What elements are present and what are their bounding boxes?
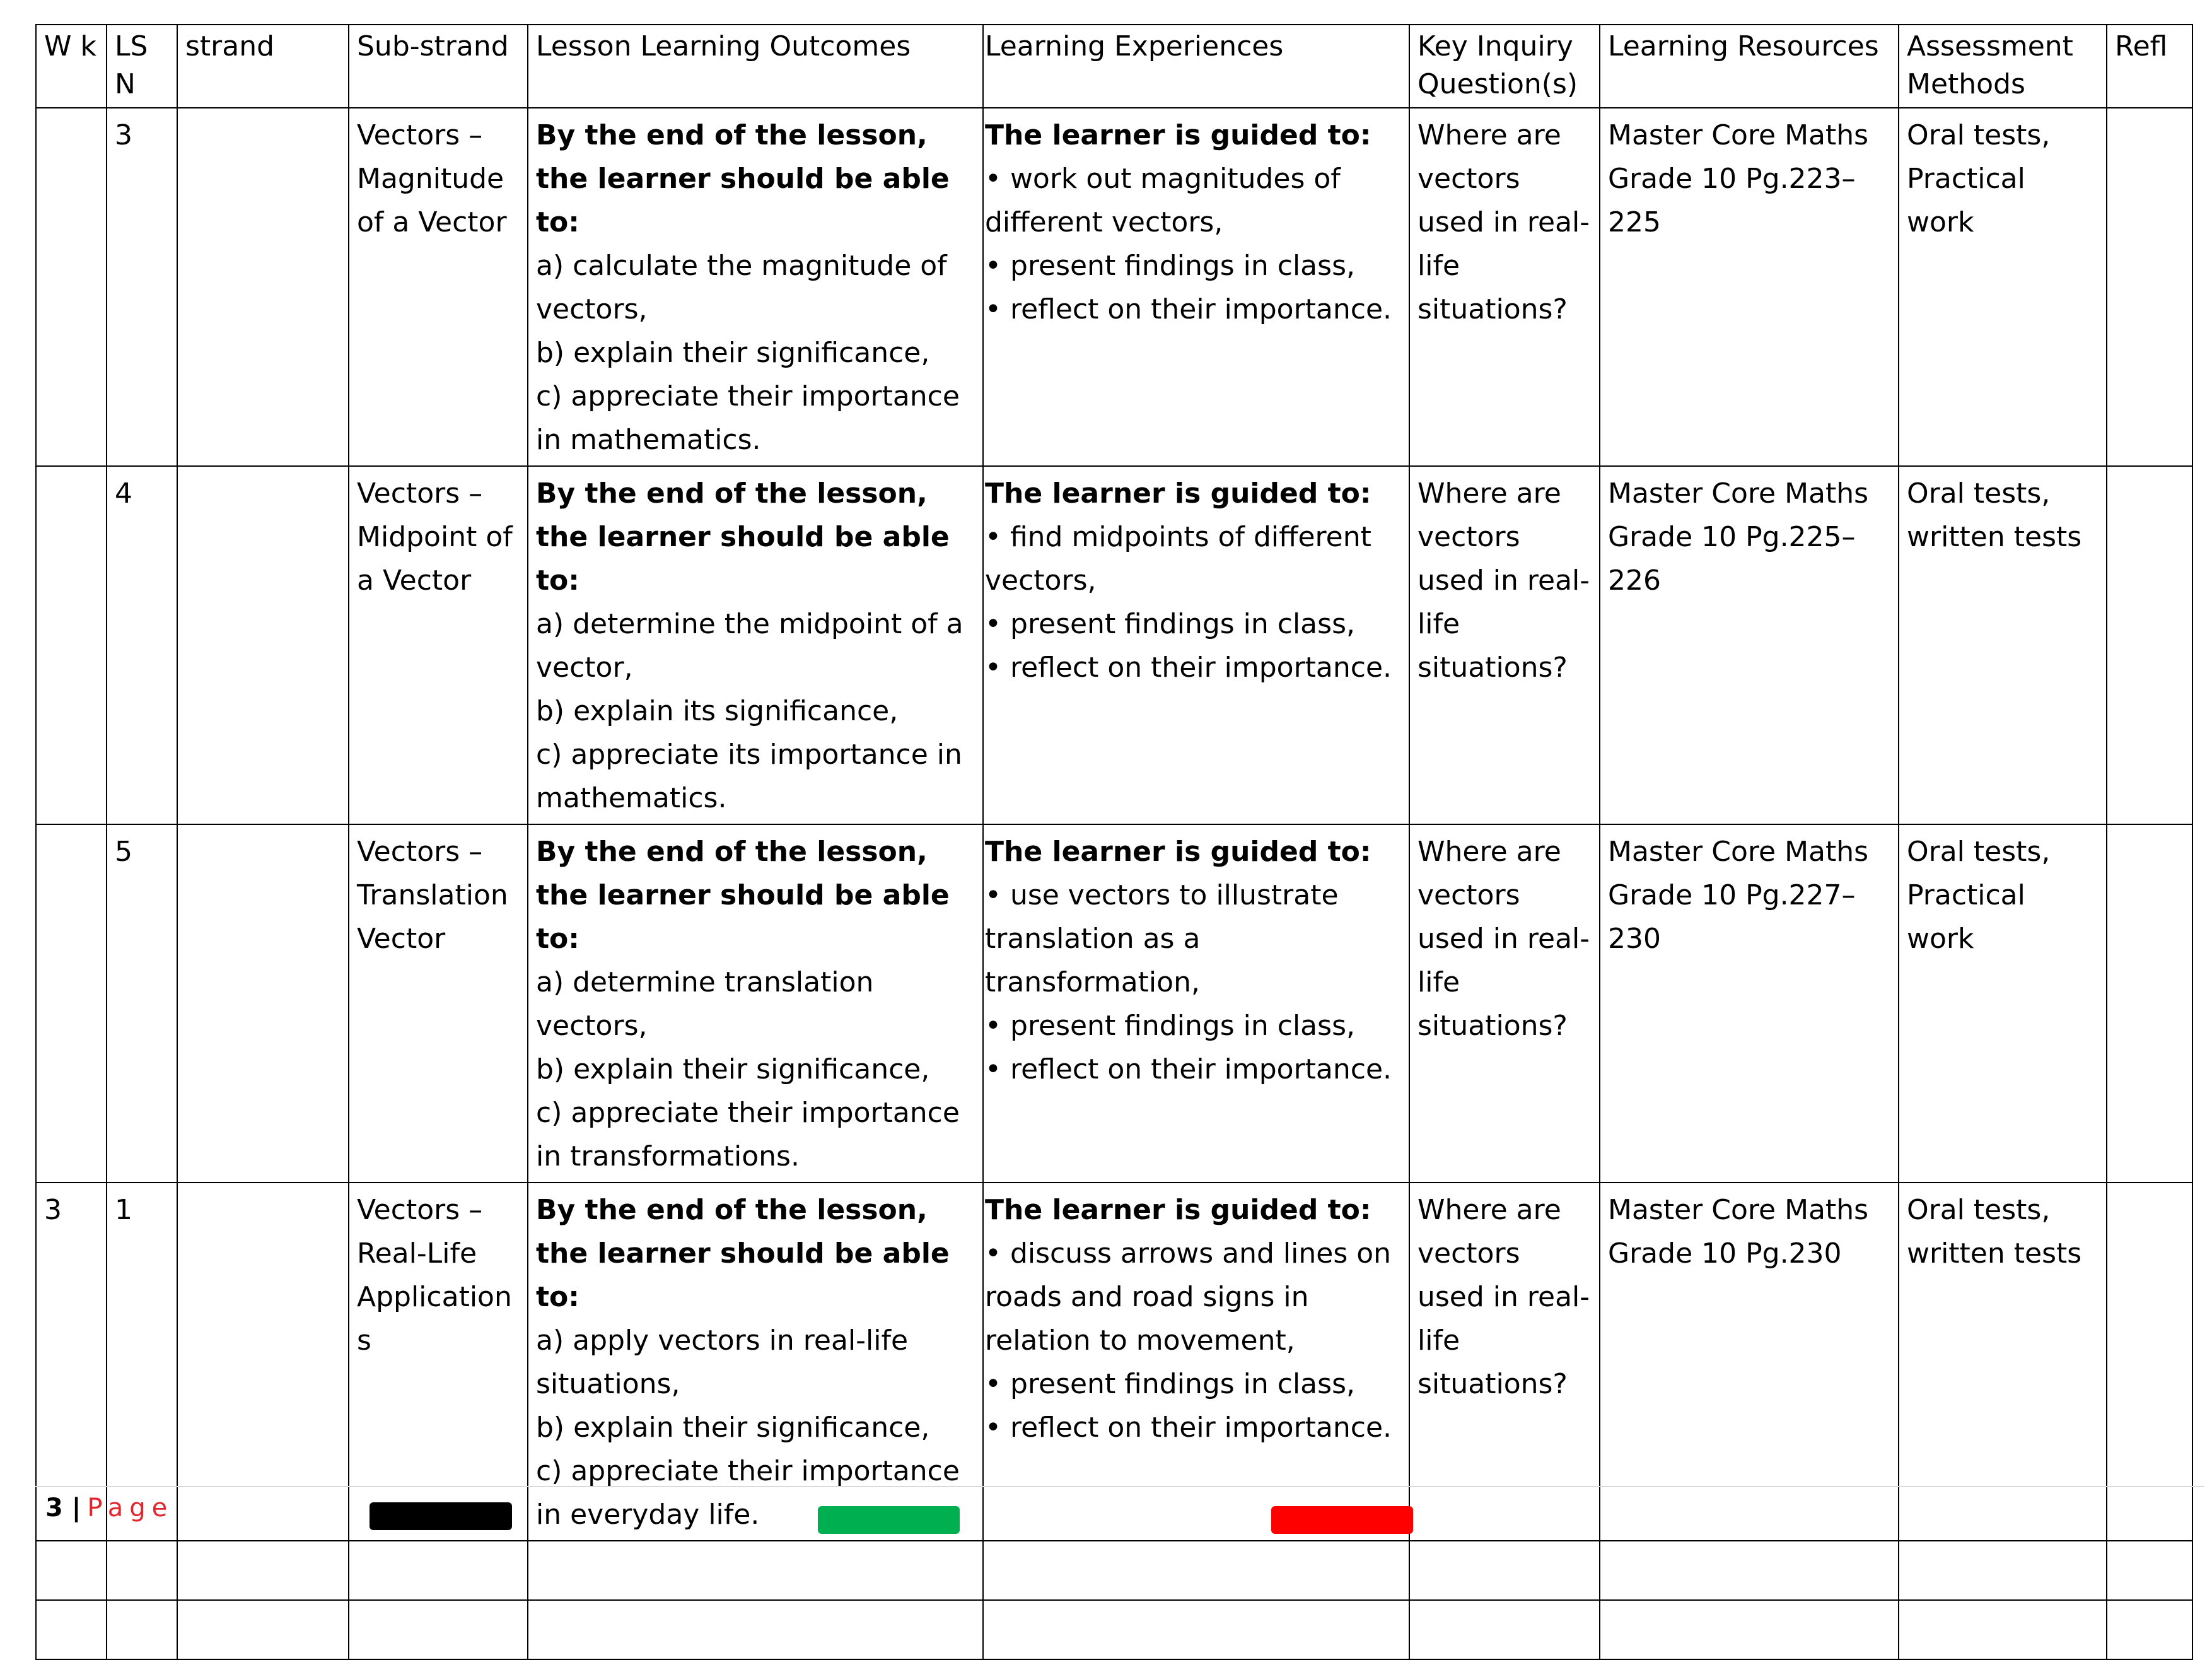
cell-wk [36, 108, 107, 466]
cell-strand [177, 466, 349, 824]
scheme-table [35, 24, 2193, 1660]
cell-resources: Master Core Maths Grade 10 Pg.227–230 [1600, 824, 1899, 1183]
outcome-item: b) explain its significance, [536, 695, 899, 727]
empty-cell [528, 1541, 983, 1600]
outcome-item: c) appreciate their importance in transformations. [536, 1097, 960, 1172]
experience-item: • discuss arrows and lines on roads and road signs in relation to movement, [985, 1237, 1392, 1357]
cell-wk [36, 824, 107, 1183]
cell-strand [177, 824, 349, 1183]
cell-key-inquiry: Where are vectors used in real-life situations? [1409, 108, 1600, 466]
experience-item: • reflect on their importance. [985, 1053, 1392, 1085]
outcomes-lead: By the end of the lesson, the learner should be able to: [536, 1194, 950, 1313]
page-word: Page [87, 1493, 174, 1523]
cell-key-inquiry: Where are vectors used in real-life situations? [1409, 466, 1600, 824]
cell-wk [36, 466, 107, 824]
cell-resources: Master Core Maths Grade 10 Pg.225–226 [1600, 466, 1899, 824]
cell-assessment: Oral tests, Practical work [1899, 108, 2107, 466]
outcome-item: a) determine translation vectors, [536, 966, 874, 1042]
outcome-item: a) determine the midpoint of a vector, [536, 608, 963, 684]
cell-resources: Master Core Maths Grade 10 Pg.223–225 [1600, 108, 1899, 466]
experience-item: • find midpoints of different vectors, [985, 521, 1371, 597]
empty-row [36, 1541, 2192, 1600]
header-assessment: Assessment Methods [1899, 25, 2107, 108]
cell-experiences [983, 466, 1409, 824]
cell-outcomes [528, 824, 983, 1183]
green-bar [818, 1506, 960, 1534]
outcome-item: b) explain their significance, [536, 1053, 930, 1085]
cell-outcomes [528, 108, 983, 466]
outcome-item: a) calculate the magnitude of vectors, [536, 250, 947, 325]
outcomes-lead: By the end of the lesson, the learner should be able to: [536, 119, 950, 238]
outcome-item: c) appreciate its importance in mathematics. [536, 739, 962, 814]
cell-lsn: 1 [107, 1183, 177, 1541]
empty-cell [2107, 1541, 2192, 1600]
header-strand: strand [177, 25, 349, 108]
empty-cell [1409, 1600, 1600, 1659]
cell-assessment: Oral tests, written tests [1899, 466, 2107, 824]
cell-sub-strand: Vectors – Translation Vector [349, 824, 528, 1183]
cell-wk: 3 [36, 1183, 107, 1541]
empty-cell [36, 1600, 107, 1659]
page-separator: | [71, 1493, 81, 1523]
cell-experiences [983, 108, 1409, 466]
empty-cell [36, 1541, 107, 1600]
empty-cell [349, 1541, 528, 1600]
experiences-lead: The learner is guided to: [985, 477, 1371, 510]
empty-cell [528, 1600, 983, 1659]
cell-assessment: Oral tests, Practical work [1899, 824, 2107, 1183]
experiences-lead: The learner is guided to: [985, 836, 1371, 868]
empty-cell [1899, 1600, 2107, 1659]
outcome-item: a) apply vectors in real-life situations, [536, 1324, 909, 1400]
header-lsn: LS N [107, 25, 177, 108]
empty-cell [349, 1600, 528, 1659]
empty-cell [107, 1541, 177, 1600]
cell-outcomes [528, 466, 983, 824]
experiences-lead: The learner is guided to: [985, 1194, 1371, 1226]
cell-experiences [983, 824, 1409, 1183]
header-wk: W k [36, 25, 107, 108]
cell-key-inquiry: Where are vectors used in real-life situations? [1409, 1183, 1600, 1541]
table-row [36, 108, 2192, 466]
cell-lsn: 5 [107, 824, 177, 1183]
table-row [36, 824, 2192, 1183]
experience-item: • present findings in class, [985, 250, 1355, 282]
cell-assessment: Oral tests, written tests [1899, 1183, 2107, 1541]
header-resources: Learning Resources [1600, 25, 1899, 108]
cell-reflection [2107, 824, 2192, 1183]
outcomes-lead: By the end of the lesson, the learner should be able to: [536, 477, 950, 597]
experience-item: • reflect on their importance. [985, 652, 1392, 684]
cell-lsn: 4 [107, 466, 177, 824]
cell-key-inquiry: Where are vectors used in real-life situations? [1409, 824, 1600, 1183]
experience-item: • reflect on their importance. [985, 293, 1392, 325]
cell-strand [177, 108, 349, 466]
outcome-item: c) appreciate their importance in mathematics. [536, 380, 960, 456]
page-number [45, 1493, 173, 1523]
header-row [36, 25, 2192, 108]
cell-lsn: 3 [107, 108, 177, 466]
header-reflection: Refl [2107, 25, 2192, 108]
empty-row [36, 1600, 2192, 1659]
experience-item: • reflect on their importance. [985, 1412, 1392, 1444]
empty-cell [1600, 1600, 1899, 1659]
empty-cell [1409, 1541, 1600, 1600]
header-experiences: Learning Experiences [983, 25, 1409, 108]
header-sub-strand: Sub-strand [349, 25, 528, 108]
empty-cell [1600, 1541, 1899, 1600]
experience-item: • work out magnitudes of different vectors, [985, 163, 1341, 238]
empty-cell [177, 1541, 349, 1600]
footer-rule [35, 1486, 2204, 1487]
empty-cell [107, 1600, 177, 1659]
outcome-item: b) explain their significance, [536, 1412, 930, 1444]
experience-item: • present findings in class, [985, 608, 1355, 640]
cell-reflection [2107, 108, 2192, 466]
outcome-item: b) explain their significance, [536, 337, 930, 369]
empty-cell [983, 1541, 1409, 1600]
cell-sub-strand: Vectors – Midpoint of a Vector [349, 466, 528, 824]
cell-resources: Master Core Maths Grade 10 Pg.230 [1600, 1183, 1899, 1541]
scheme-of-work [35, 24, 2173, 1660]
red-bar [1271, 1506, 1413, 1534]
black-bar [370, 1502, 512, 1530]
cell-sub-strand: Vectors – Magnitude of a Vector [349, 108, 528, 466]
cell-sub-strand: Vectors – Real-Life Applications [349, 1183, 528, 1541]
header-key-inquiry: Key Inquiry Question(s) [1409, 25, 1600, 108]
cell-reflection [2107, 466, 2192, 824]
empty-cell [2107, 1600, 2192, 1659]
page-number-value: 3 [45, 1493, 63, 1523]
empty-cell [983, 1600, 1409, 1659]
experience-item: • present findings in class, [985, 1010, 1355, 1042]
experiences-lead: The learner is guided to: [985, 119, 1371, 151]
outcome-item: c) appreciate their importance in everyday life. [536, 1455, 960, 1531]
experience-item: • use vectors to illustrate translation as a transformation, [985, 879, 1339, 998]
empty-cell [177, 1600, 349, 1659]
header-outcomes: Lesson Learning Outcomes [528, 25, 983, 108]
empty-cell [1899, 1541, 2107, 1600]
table-row [36, 466, 2192, 824]
outcomes-lead: By the end of the lesson, the learner should be able to: [536, 836, 950, 955]
experience-item: • present findings in class, [985, 1368, 1355, 1400]
